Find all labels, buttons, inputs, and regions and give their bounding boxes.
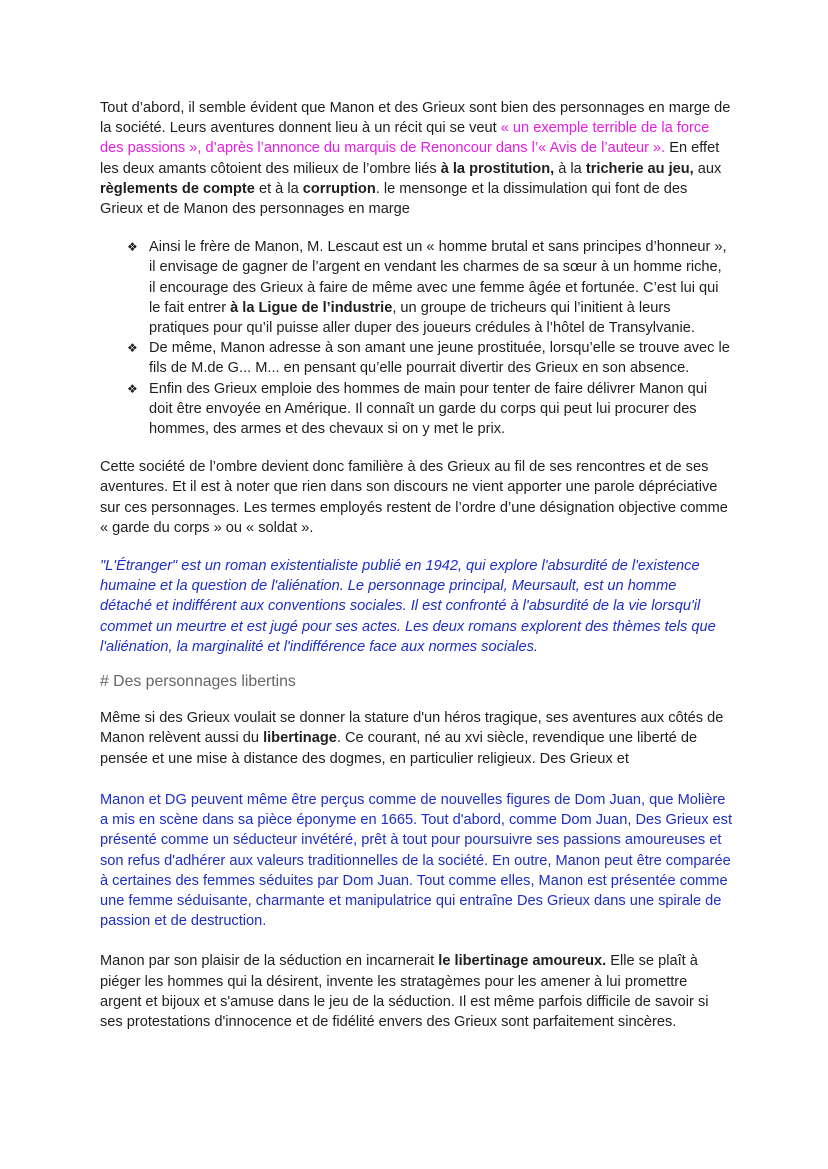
- paragraph-dom-juan: Manon et DG peuvent même être perçus comme de nouvelles figures de Dom Juan, que Molière a mis en scène dans sa pièce éponyme en 1665. Tout d'abord, comme Dom Juan, Des Grieux est présenté comme un séducteur invétéré, prêt à tout pour poursuivre ses passions amoureuses et son refus d'adhérer aux valeurs traditionnelles de la société. En outre, Manon peut être comparée à certaines des femmes séduites par Dom Juan. Tout comme elles, Manon est présentée comme une femme séduisante, charmante et manipulatrice qui entraîne Des Grieux dans une spirale de passion et de destruction.: [100, 791, 733, 930]
- paragraph-intro: Tout d’abord, il semble évident que Manon et des Grieux sont bien des personnages en marge de la société. Leurs aventures donnent lieu à un récit qui se veut « un exemple terrible de la force des passions », d’après l’annonce du marquis de Renoncour dans l’« Avis de l’auteur ». En effet les deux amants côtoient des milieux de l’ombre liés à la prostitution, à la tricherie au jeu, aux règlements de compte et à la corruption. le mensonge et la dissimulation qui font de des Grieux et de Manon des personnages en marge: [100, 100, 731, 218]
- list-item: ❖ Ainsi le frère de Manon, M. Lescaut est un « homme brutal et sans principes d’honneur », il envisage de gagner de l’argent en vendant les charmes de sa sœur à un homme riche, il encourage des Grieux à faire de même avec une femme âgée et fortunée. C’est lui qui le fait entrer à la Ligue de l’industrie, un groupe de tricheurs qui l’initient à leurs pratiques pour qu’il puisse aller duper des joueurs crédules à l’hôtel de Transylvanie.: [127, 239, 727, 337]
- section-heading: # Des personnages libertins: [100, 673, 296, 691]
- quote-renoncour: « un exemple terrible de la force des passions », d’après l’annonce du marquis de Renoncour dans l’« Avis de l’auteur ».: [100, 120, 710, 157]
- diamond-bullet-icon: ❖: [127, 240, 138, 255]
- paragraph-societe-ombre: Cette société de l’ombre devient donc familière à des Grieux au fil de ses rencontres et de ses aventures. Et il est à noter que rien dans son discours ne vient apporter une parole dépréciative sur ces personnages. Les termes employés restent de l’ordre d’une désignation objective comme « garde du corps » ou « soldat ».: [100, 459, 728, 536]
- paragraph-libertinage: Même si des Grieux voulait se donner la stature d'un héros tragique, ses aventures aux côtés de Manon relèvent aussi du libertinage. Ce courant, né au xvi siècle, revendique une liberté de pensée et une mise à distance des dogmes, en particulier religieux. Des Grieux et: [100, 710, 724, 767]
- list-item: ❖ De même, Manon adresse à son amant une jeune prostituée, lorsqu’elle se trouve avec le fils de M.de G... M... en pensant qu’elle pourrait divertir des Grieux en son absence.: [127, 340, 730, 377]
- diamond-bullet-icon: ❖: [127, 381, 138, 396]
- document-page: [100, 98, 732, 1032]
- list-item: ❖ Enfin des Grieux emploie des hommes de main pour tenter de faire délivrer Manon qui doit être envoyée en Amérique. Il connaît un garde du corps qui peut lui procurer des hommes, des armes et des chevaux si on y met le prix.: [127, 380, 708, 438]
- diamond-bullet-icon: ❖: [127, 341, 138, 356]
- bullet-list: [100, 237, 732, 439]
- paragraph-libertinage-amoureux: Manon par son plaisir de la séduction en incarnerait le libertinage amoureux. Elle se plaît à piéger les hommes qui la désirent, invente les stratagèmes pour les amener à lui promettre argent et bijoux et s'amuse dans le jeu de la séduction. Il est même parfois difficile de savoir si ses protestations d'innocence et de fidélité envers des Grieux sont parfaitement sincères.: [100, 953, 709, 1030]
- paragraph-etranger: "L'Étranger" est un roman existentialiste publié en 1942, qui explore l'absurdité de l'existence humaine et la question de l'aliénation. Le personnage principal, Meursault, est un homme détaché et indifférent aux conventions sociales. Il est confronté à l'absurdité de la vie lorsqu'il commet un meurtre et est jugé pour ses actes. Les deux romans explorent des thèmes tels que l'aliénation, la marginalité et l'indifférence face aux normes sociales.: [100, 558, 716, 655]
